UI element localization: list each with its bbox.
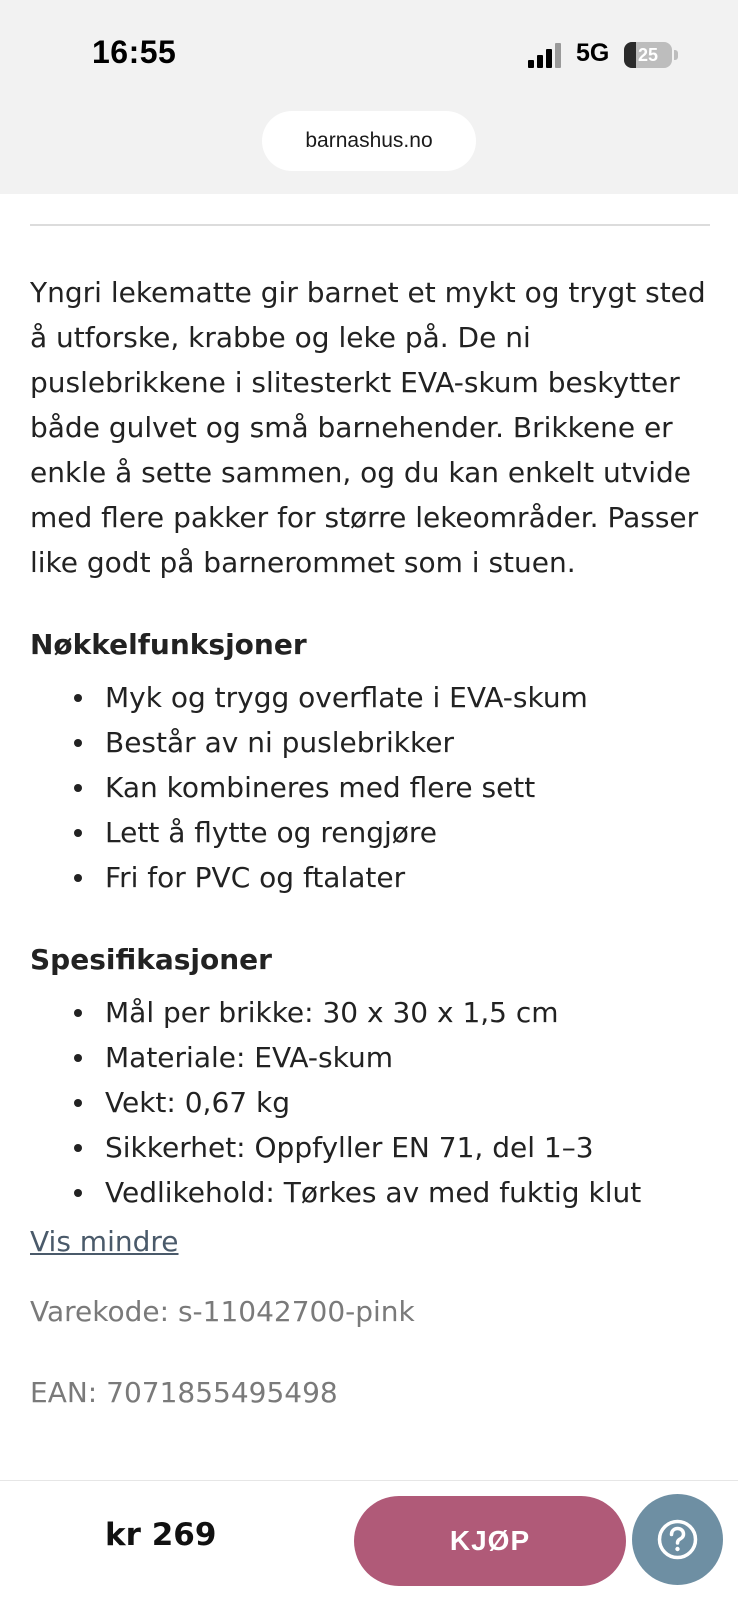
product-code: Varekode: s-11042700-pink — [30, 1295, 415, 1328]
address-bar[interactable]: barnashus.no — [262, 111, 476, 171]
section-divider — [30, 224, 710, 226]
specs-list — [30, 990, 720, 1215]
list-item: Lett å flytte og rengjøre — [30, 810, 720, 855]
network-type: 5G — [576, 39, 610, 67]
list-item: Består av ni puslebrikker — [30, 720, 720, 765]
buy-button[interactable]: KJØP — [354, 1496, 626, 1586]
question-circle-icon — [656, 1518, 699, 1561]
list-item: Vedlikehold: Tørkes av med fuktig klut — [30, 1170, 720, 1215]
list-item: Vekt: 0,67 kg — [30, 1080, 720, 1125]
battery-cap — [674, 50, 678, 60]
product-details — [30, 270, 720, 1413]
cellular-signal-icon — [528, 42, 562, 68]
battery-percent: 25 — [637, 45, 659, 65]
features-list — [30, 675, 720, 900]
product-description: Yngri lekematte gir barnet et mykt og trygt sted å utforske, krabbe og leke på. De ni puslebrikkene i slitesterkt EVA-skum beskytter både gulvet og små barnehender. Brikkene er enkle å sette sammen, og du kan enkelt utvide med flere pakker for større lekeområder. Passer like godt på barnerommet som i stuen. — [30, 276, 706, 579]
status-time: 16:55 — [92, 34, 177, 70]
help-button[interactable] — [632, 1494, 723, 1585]
battery-icon — [624, 42, 672, 68]
list-item: Myk og trygg overflate i EVA-skum — [30, 675, 720, 720]
list-item: Kan kombineres med flere sett — [30, 765, 720, 810]
show-less-link[interactable]: Vis mindre — [30, 1225, 179, 1258]
list-item: Sikkerhet: Oppfyller EN 71, del 1–3 — [30, 1125, 720, 1170]
product-price: kr 269 — [105, 1517, 217, 1553]
features-heading: Nøkkelfunksjoner — [30, 628, 307, 661]
status-and-address-area — [0, 0, 738, 194]
list-item: Fri for PVC og ftalater — [30, 855, 720, 900]
list-item: Materiale: EVA-skum — [30, 1035, 720, 1080]
specs-heading: Spesifikasjoner — [30, 943, 272, 976]
list-item: Mål per brikke: 30 x 30 x 1,5 cm — [30, 990, 720, 1035]
product-ean: EAN: 7071855495498 — [30, 1376, 338, 1409]
